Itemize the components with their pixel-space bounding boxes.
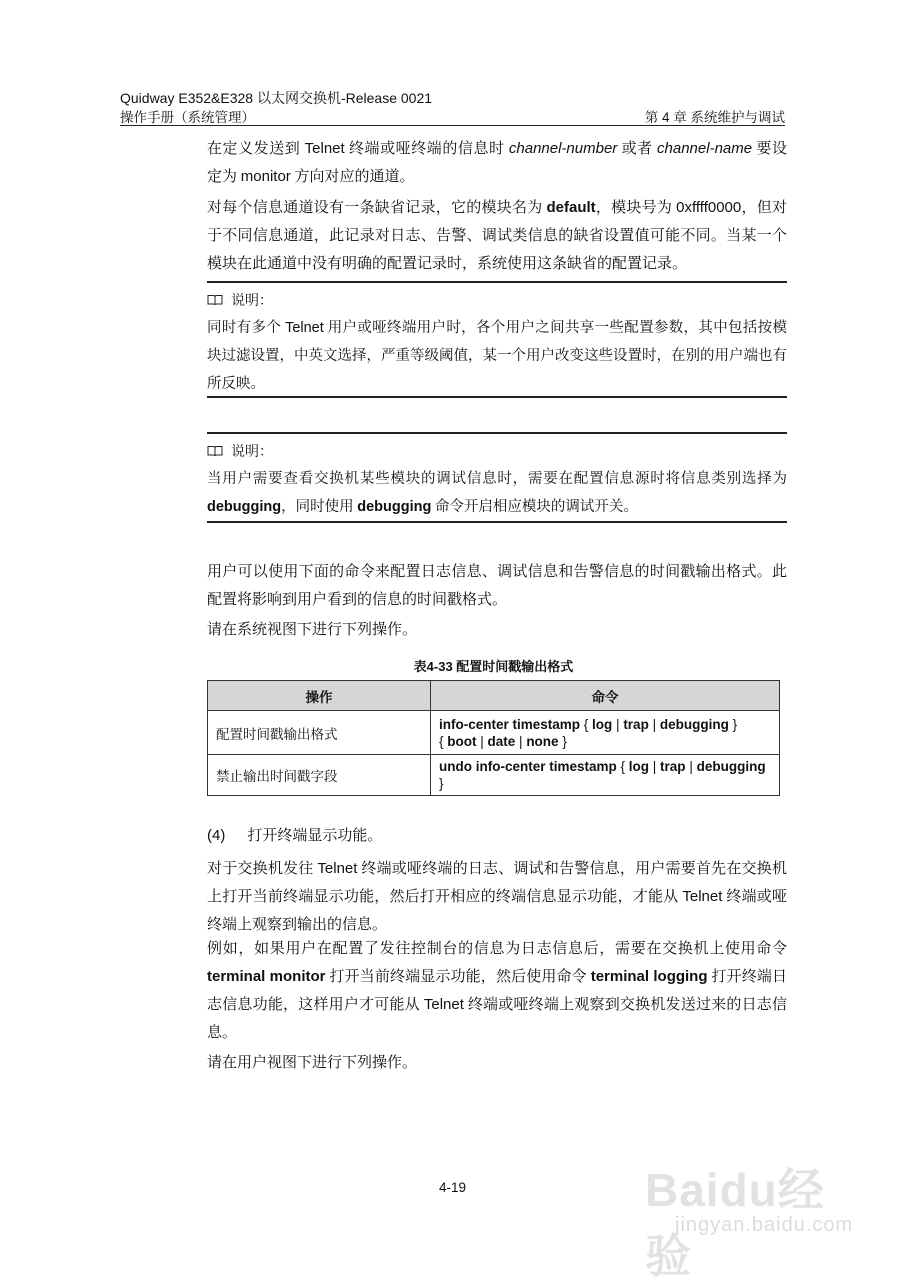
- paragraph-system-view: 请在系统视图下进行下列操作。: [207, 622, 418, 638]
- command-table: [207, 680, 780, 796]
- paragraph-timestamp-intro: 用户可以使用下面的命令来配置日志信息、调试信息和告警信息的时间戳输出格式。此配置将影响到用户看到的信息的时间戳格式。: [207, 564, 787, 608]
- column-header-command: 命令: [431, 681, 780, 711]
- table-header-row: [208, 681, 780, 711]
- paragraph-terminal-display: 对于交换机发往 Telnet 终端或哑终端的日志、调试和告警信息，用户需要首先在交换机上打开当前终端显示功能，然后打开相应的终端信息显示功能，才能从 Telnet 终端或哑终端上观察到输出的信息。: [207, 860, 787, 933]
- header-rule: [120, 125, 785, 126]
- note2-body: 当用户需要查看交换机某些模块的调试信息时，需要在配置信息源时将信息类别选择为 debugging，同时使用 debugging 命令开启相应模块的调试开关。: [207, 471, 787, 515]
- cell-command: undo info-center timestamp { log | trap | debugging }: [431, 755, 780, 796]
- note1-title: [207, 290, 273, 310]
- watermark-logo: Baidu经验: [645, 1164, 825, 1282]
- paragraph-example: 例如，如果用户在配置了发往控制台的信息为日志信息后，需要在交换机上使用命令 terminal monitor 打开当前终端显示功能，然后使用命令 terminal logging 打开终端日志信息功能，这样用户才可能从 Telnet 终端或哑终端上观察到交换机发送过来的日志信息。: [207, 941, 787, 1041]
- header-manual-name: 操作手册（系统管理）: [120, 110, 255, 125]
- watermark-url: jingyan.baidu.com: [675, 1214, 854, 1236]
- note2-top-rule: [207, 432, 787, 434]
- note1-bottom-rule: [207, 396, 787, 398]
- cell-operation: 禁止输出时间戳字段: [208, 755, 431, 796]
- cell-command: info-center timestamp { log | trap | debugging } { boot | date | none }: [431, 711, 780, 755]
- watermark: [645, 1148, 865, 1282]
- table-caption: 表4-33 配置时间戳输出格式: [413, 659, 574, 674]
- column-header-operation: 操作: [208, 681, 431, 711]
- table-row: [208, 711, 780, 755]
- header-chapter: 第 4 章 系统维护与调试: [644, 110, 785, 125]
- note1-body: 同时有多个 Telnet 用户或哑终端用户时，各个用户之间共享一些配置参数，其中包括按模块过滤设置，中英文选择，严重等级阈值，某一个用户改变这些设置时，在别的用户端也有所反映。: [207, 320, 787, 392]
- note1-top-rule: [207, 281, 787, 283]
- book-icon: [207, 445, 223, 457]
- note2-label: 说明：: [231, 443, 273, 459]
- paragraph-default-record: 对每个信息通道设有一条缺省记录，它的模块名为 default，模块号为 0xffff0000，但对于不同信息通道，此记录对日志、告警、调试类信息的缺省设置值可能不同。当某一个模块在此通道中没有明确的配置记录时，系统使用这条缺省的配置记录。: [207, 199, 787, 272]
- page-number: 4-19: [438, 1180, 467, 1195]
- note1-label: 说明：: [231, 292, 273, 308]
- paragraph-channel-setting: 在定义发送到 Telnet 终端或哑终端的信息时 channel-number 或者 channel-name 要设定为 monitor 方向对应的通道。: [207, 140, 787, 185]
- cell-operation: 配置时间戳输出格式: [208, 711, 431, 755]
- note2-title: [207, 441, 273, 461]
- header-doc-title: Quidway E352&E328 以太网交换机-Release 0021: [120, 90, 433, 106]
- step-heading: (4) 打开终端显示功能。: [207, 827, 383, 844]
- book-icon: [207, 294, 223, 306]
- table-row: [208, 755, 780, 796]
- paragraph-user-view: 请在用户视图下进行下列操作。: [207, 1055, 418, 1071]
- note2-bottom-rule: [207, 521, 787, 523]
